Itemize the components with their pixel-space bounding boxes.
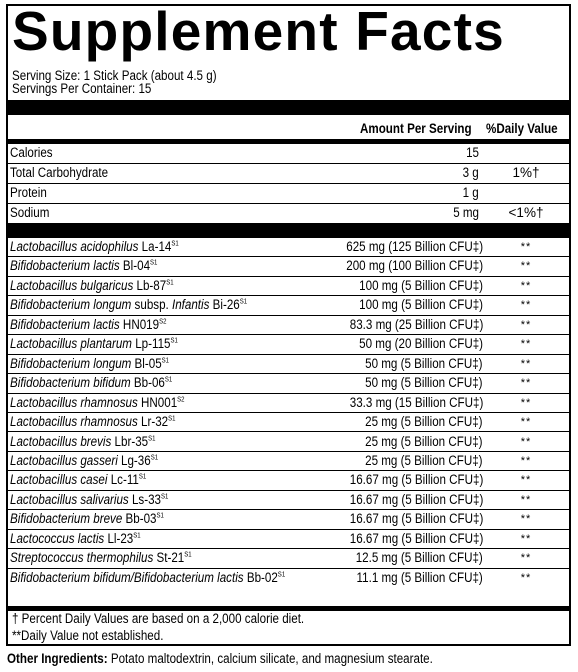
strain-amount: 50 mg (5 Billion CFU‡) [365,375,483,391]
strain-source-mark: S1 [161,493,169,501]
strain-row [8,257,569,276]
amount-per-serving-header: Amount Per Serving [360,121,472,136]
strain-amount: 50 mg (5 Billion CFU‡) [365,355,483,371]
strain-daily-value: ** [520,241,532,253]
strain-source-mark: S2 [159,318,167,326]
strain-daily-value: ** [520,377,532,390]
strain-code: La-14 [138,239,172,254]
strain-code: Bl-04 [119,258,151,274]
strain-amount: 16.67 mg (5 Billion CFU‡) [349,530,483,546]
strain-name [10,296,247,314]
strain-code: HN001 [137,394,178,410]
nutrient-name: Sodium [10,205,50,220]
strain-source-mark: S1 [239,298,248,306]
strain-name [10,257,157,275]
strain-name [10,510,164,528]
strain-source-mark: S1 [170,337,178,345]
strain-source-mark: S1 [133,532,141,540]
strain-name [10,335,178,353]
serving-size: Serving Size: 1 Stick Pack (about 4.5 g) [12,68,217,83]
strain-code: Lb-87 [133,277,167,293]
strain-source-mark: S1 [168,415,176,423]
strain-name [10,549,192,567]
nutrient-row [8,144,569,164]
strain-row [8,316,569,335]
strain-code: Lg-36 [117,452,151,468]
strain-row [8,510,569,529]
strain-code: Lp-115 [131,336,171,352]
strain-amount: 83.3 mg (25 Billion CFU‡) [349,316,483,332]
strain-source-mark: S1 [277,571,286,579]
strain-daily-value: ** [520,318,532,331]
strain-daily-value: ** [520,493,532,506]
strain-name [10,374,172,392]
strain-code: Bl-05 [131,355,162,371]
strain-daily-value: ** [520,260,532,273]
strain-code: Bb-02 [243,569,278,585]
strain-code: Bb-03 [122,511,157,527]
strain-row [8,394,569,413]
nutrient-amount: 1 g [462,185,479,200]
strain-name [10,277,174,295]
nutrient-row [8,184,569,204]
strain-code: Bb-06 [130,375,165,391]
strain-amount: 100 mg (5 Billion CFU‡) [359,297,483,313]
strain-species: Bifidobacterium bifidum/Bifidobacterium lactis [10,569,244,585]
strain-species: Bifidobacterium breve [10,511,123,527]
strain-species: Lactobacillus brevis [10,433,112,449]
strain-name [10,355,169,373]
strain-daily-value: ** [520,513,532,526]
strain-daily-value: ** [520,474,532,487]
strain-row [8,374,569,393]
strain-code-2: Bi-26 [209,297,240,313]
strain-code: Lbr-35 [111,433,149,449]
strain-code: subsp. [131,297,172,313]
strain-species: Bifidobacterium longum [10,355,132,371]
strain-code: Ll-23 [104,530,134,546]
strain-row [8,355,569,374]
strain-code: HN019 [119,316,160,332]
strain-species: Lactobacillus rhamnosus [10,414,138,430]
strain-amount: 25 mg (5 Billion CFU‡) [365,452,483,468]
strain-row [8,296,569,315]
strain-daily-value: ** [520,552,532,565]
strain-code: St-21 [153,550,185,566]
strain-source-mark: S1 [150,259,158,267]
nutrient-row [8,204,569,224]
strain-amount: 11.1 mg (5 Billion CFU‡) [356,569,483,585]
strain-amount: 625 mg (125 Billion CFU‡) [346,239,483,254]
nutrient-daily-value: <1%† [508,205,544,220]
strain-species: Bifidobacterium longum [10,297,132,313]
strain-code: Ls-33 [128,491,162,507]
strain-source-mark: S1 [148,435,156,442]
strain-source-mark: S1 [138,473,147,481]
strain-amount: 16.67 mg (5 Billion CFU‡) [349,511,483,527]
strain-row [8,491,569,510]
strain-code: Lc-11 [107,472,139,488]
strain-amount: 100 mg (5 Billion CFU‡) [359,277,483,293]
strain-species: Lactobacillus gasseri [10,452,118,468]
daily-value-header: %Daily Value [486,121,558,136]
strain-row [8,335,569,354]
strain-daily-value: ** [520,299,532,312]
strain-name [10,471,146,489]
strain-row [8,277,569,296]
strain-row [8,530,569,549]
strain-amount: 16.67 mg (5 Billion CFU‡) [349,472,483,488]
strain-row [8,471,569,490]
nutrient-name: Protein [10,185,47,200]
strain-amount: 50 mg (20 Billion CFU‡) [359,336,483,352]
strain-species: Streptococcus thermophilus [10,550,154,566]
strain-daily-value: ** [520,571,532,584]
thick-divider-middle [8,223,569,238]
strain-source-mark: S1 [164,376,173,384]
strain-species: Lactococcus lactis [10,530,105,546]
strain-daily-value: ** [520,396,532,409]
strain-daily-value: ** [520,532,532,545]
strain-daily-value: ** [520,454,532,467]
strain-name [10,452,158,470]
nutrient-amount: 15 [466,145,479,160]
nutrient-daily-value: 1%† [512,165,540,180]
nutrient-name: Total Carbohydrate [10,165,109,180]
strain-row [8,569,569,588]
thick-divider-top [8,100,569,115]
other-ingredients [7,650,433,668]
strain-code: Lr-32 [137,414,169,430]
strain-amount: 200 mg (100 Billion CFU‡) [346,258,483,274]
strain-amount: 25 mg (5 Billion CFU‡) [365,433,483,449]
strain-name [10,238,179,256]
panel-title: Supplement Facts [12,0,505,62]
strain-row [8,238,569,257]
strain-source-mark: S1 [156,512,164,520]
strain-name [10,491,168,509]
strain-source-mark: S1 [184,551,192,559]
strain-species: Lactobacillus bulgaricus [10,277,134,293]
other-ingredients-label: Other Ingredients: [7,651,108,666]
strain-amount: 25 mg (5 Billion CFU‡) [365,414,483,430]
strain-row [8,452,569,471]
strain-name [10,413,175,431]
strain-species: Lactobacillus rhamnosus [10,394,138,410]
strain-row [8,549,569,568]
strain-amount: 12.5 mg (5 Billion CFU‡) [355,550,483,566]
strain-daily-value: ** [520,435,532,448]
strain-name [10,530,141,548]
strain-species: Bifidobacterium lactis [10,258,120,274]
nutrient-amount: 5 mg [453,205,479,220]
strain-amount: 16.67 mg (5 Billion CFU‡) [349,491,483,507]
strain-source-mark: S1 [161,357,170,365]
strain-name [10,316,166,334]
strain-species: Lactobacillus salivarius [10,491,129,507]
nutrient-amount: 3 g [462,165,479,180]
strain-species: Lactobacillus plantarum [10,336,132,352]
other-ingredients-text: Potato maltodextrin, calcium silicate, and magnesium stearate. [107,651,433,666]
strain-species: Bifidobacterium lactis [10,316,120,332]
strain-daily-value: ** [520,338,532,351]
strain-name [10,569,285,587]
strain-daily-value: ** [520,279,532,292]
strain-daily-value: ** [520,357,532,370]
strain-row [8,433,569,452]
strain-subspecies: Infantis [171,297,210,313]
nutrient-name: Calories [10,145,53,160]
supplement-facts-panel [6,0,571,646]
strain-amount: 33.3 mg (15 Billion CFU‡) [349,394,483,410]
strain-row [8,413,569,432]
strain-source-mark: S2 [177,396,185,404]
strain-name [10,433,155,451]
servings-per-container: Servings Per Container: 15 [12,81,152,96]
strain-source-mark: S1 [150,454,159,462]
strain-source-mark: S1 [166,279,174,287]
strain-species: Lactobacillus casei [10,472,108,488]
strain-species: Bifidobacterium bifidum [10,375,131,391]
strain-source-mark: S1 [171,240,179,248]
strain-name [10,394,185,412]
strain-species: Lactobacillus acidophilus [10,239,139,254]
strain-daily-value: ** [520,416,532,429]
footnote-stars: **Daily Value not established. [12,628,164,643]
nutrient-row [8,164,569,184]
footnote-dagger: † Percent Daily Values are based on a 2,000 calorie diet. [12,611,305,626]
